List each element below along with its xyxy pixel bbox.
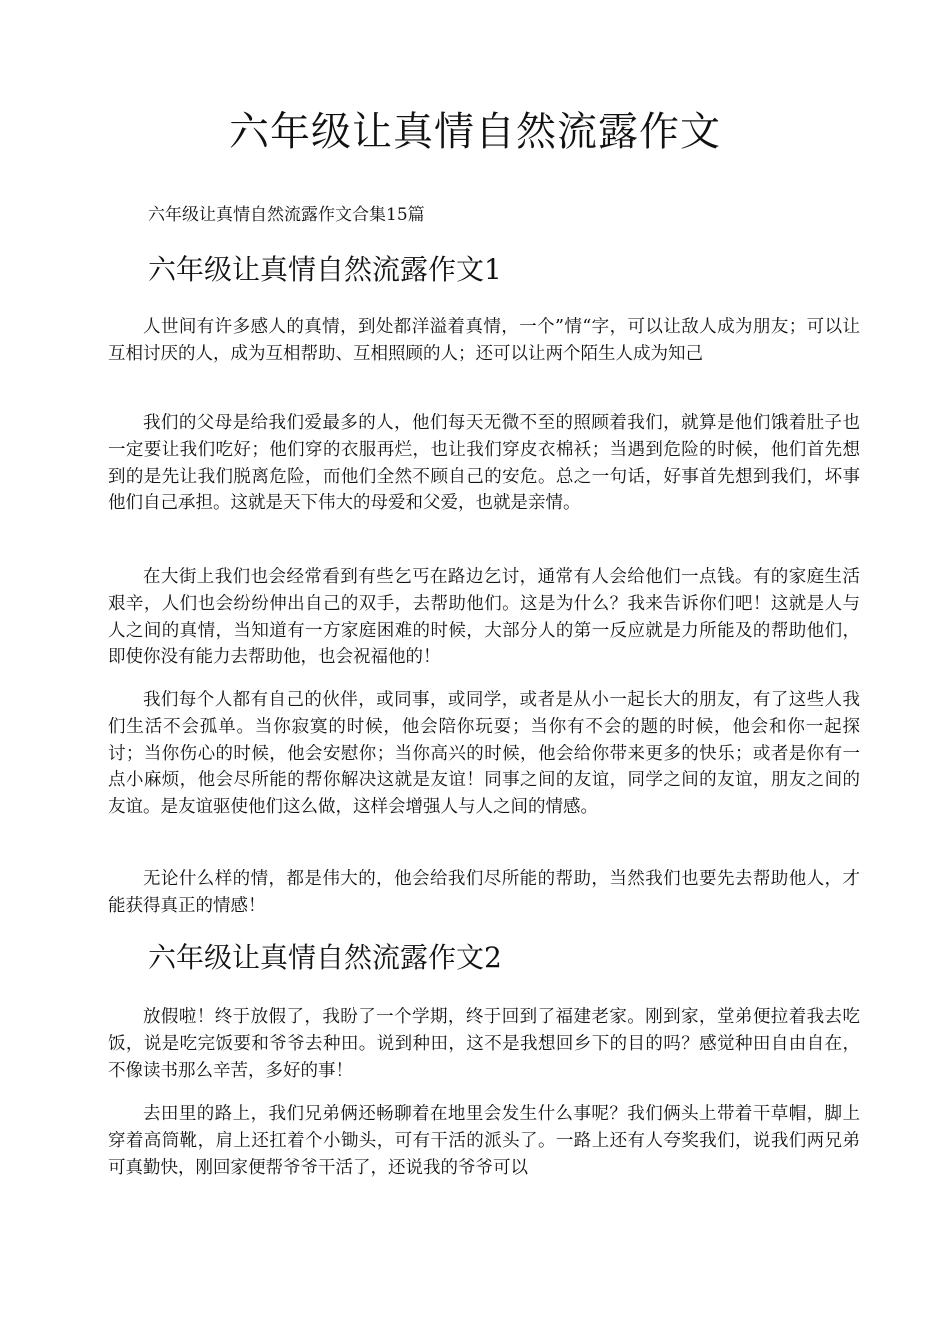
paragraph: 放假啦！终于放假了，我盼了一个学期，终于回到了福建老家。刚到家，堂弟便拉着我去吃饭，说是吃完饭要和爷爷去种田。说到种田，这不是我想回乡下的目的吗？感觉种田自由自在，不像读书那么辛苦，多好的事！ — [108, 1007, 860, 1081]
paragraph: 我们的父母是给我们爱最多的人，他们每天无微不至的照顾着我们，就算是他们饿着肚子也一定要让我们吃好；他们穿的衣服再烂，也让我们穿皮衣棉袄；当遇到危险的时候，他们首先想到的是先让我们脱离危险，而他们全然不顾自己的安危。总之一句话，好事首先想到我们，坏事他们自己承担。这就是天下伟大的母爱和父爱，也就是亲情。 — [108, 413, 860, 514]
paragraph: 在大街上我们也会经常看到有些乞丐在路边乞讨，通常有人会给他们一点钱。有的家庭生活艰辛，人们也会纷纷伸出自己的双手，去帮助他们。这是为什么？我来告诉你们吧！这就是人与人之间的真情，当知道有一方家庭困难的时候，大部分人的第一反应就是力所能及的帮助他们，即使你没有能力去帮助他，也会祝福他的！ — [108, 567, 860, 668]
document-title: 六年级让真情自然流露作文 — [229, 109, 721, 155]
paragraph: 人世间有许多感人的真情，到处都洋溢着真情，一个”情“字，可以让敌人成为朋友；可以让互相讨厌的人，成为互相帮助、互相照顾的人；还可以让两个陌生人成为知己 — [108, 317, 860, 364]
paragraph: 去田里的路上，我们兄弟俩还畅聊着在地里会发生什么事呢？我们俩头上带着干草帽，脚上穿着高筒靴，肩上还扛着个小锄头，可有干活的派头了。一路上还有人夸奖我们，说我们两兄弟可真勤快，刚回家便帮爷爷干活了，还说我的爷爷可以 — [108, 1104, 860, 1178]
paragraph: 无论什么样的情，都是伟大的，他会给我们尽所能的帮助，当然我们也要先去帮助他人，才能获得真正的情感！ — [108, 869, 860, 916]
document-subtitle: 六年级让真情自然流露作文合集15篇 — [148, 205, 425, 225]
section-heading-1: 六年级让真情自然流露作文1 — [148, 253, 502, 286]
section-heading-2: 六年级让真情自然流露作文2 — [148, 941, 502, 974]
paragraph: 我们每个人都有自己的伙伴，或同事，或同学，或者是从小一起长大的朋友，有了这些人我们生活不会孤单。当你寂寞的时候，他会陪你玩耍；当你有不会的题的时候，他会和你一起探讨；当你伤心的时候，他会安慰你；当你高兴的时候，他会给你带来更多的快乐；或者是你有一点小麻烦，他会尽所能的帮你解决这就是友谊！同事之间的友谊，同学之间的友谊，朋友之间的友谊。是友谊驱使他们这么做，这样会增强人与人之间的情感。 — [108, 690, 860, 818]
